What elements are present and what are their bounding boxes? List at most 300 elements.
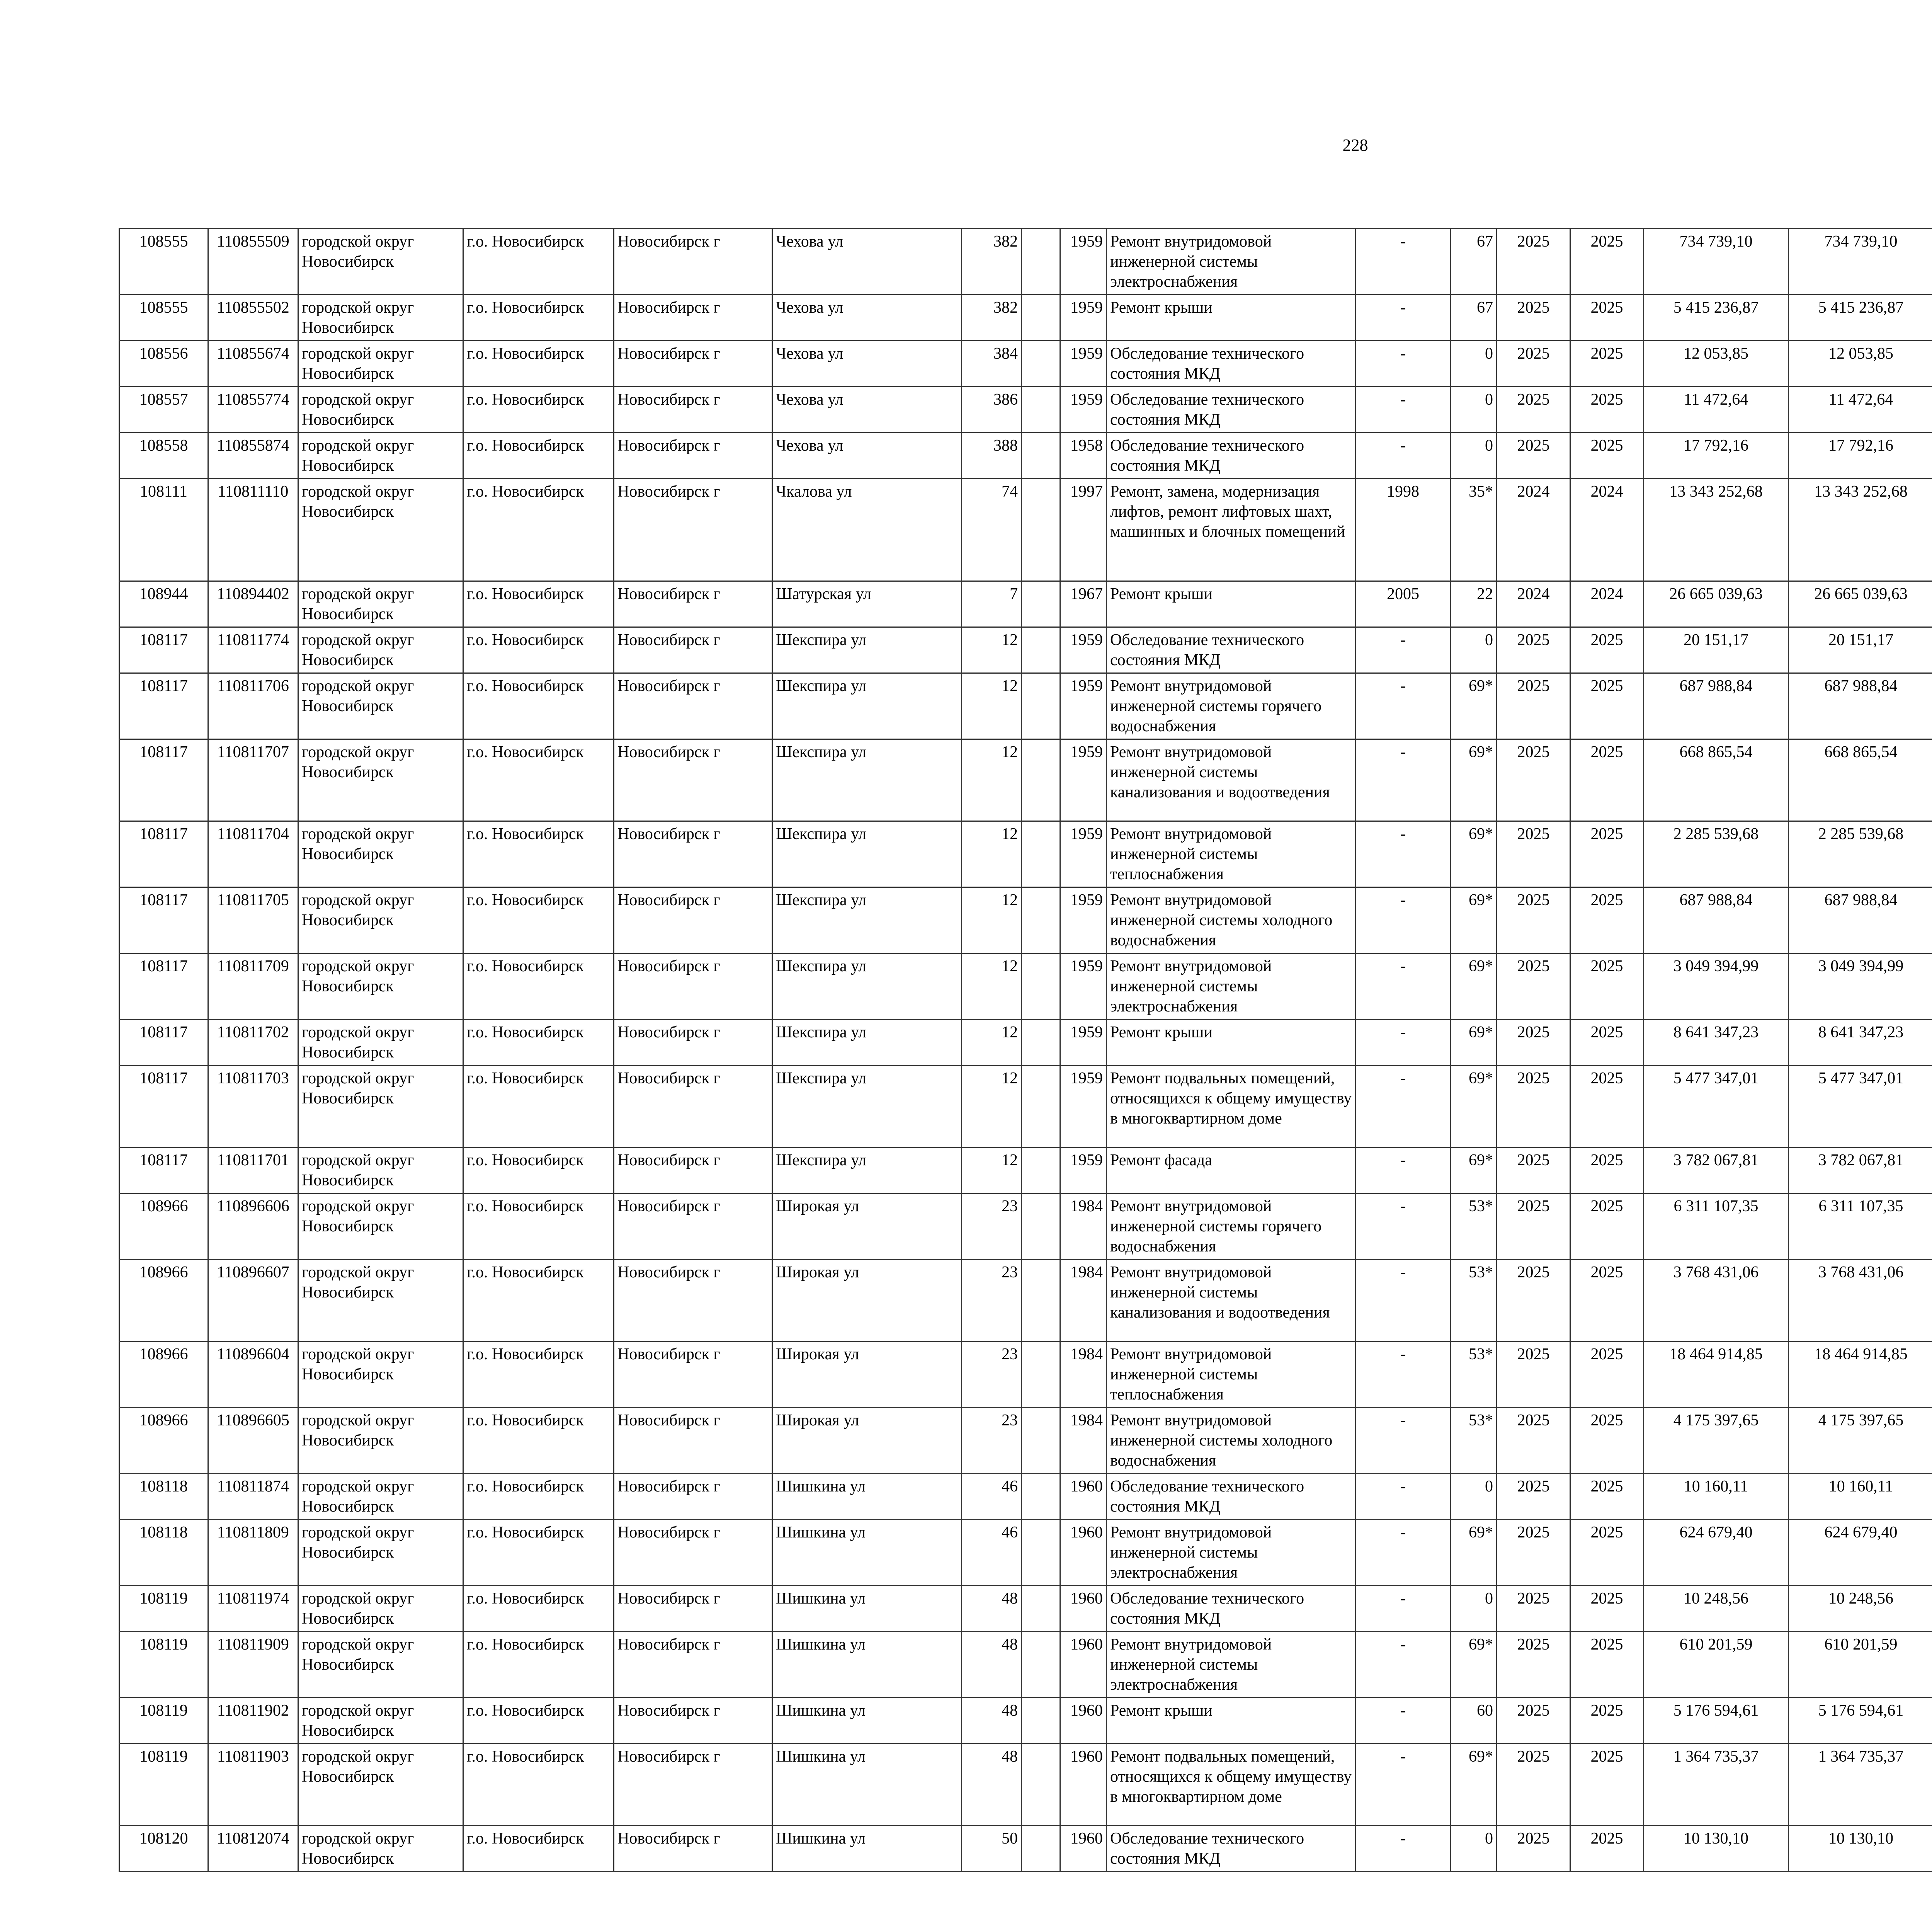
cell-fund-cost: 1 364 735,37 <box>1789 1744 1932 1826</box>
cell-building <box>1022 1474 1060 1520</box>
cell-municipality: городской округ Новосибирск <box>298 887 463 953</box>
cell-work-id: 110896606 <box>208 1193 298 1260</box>
cell-last-repair-year: 1998 <box>1356 479 1451 581</box>
cell-wear-percent: 67 <box>1451 229 1497 295</box>
cell-municipality: городской округ Новосибирск <box>298 479 463 581</box>
cell-building <box>1022 673 1060 739</box>
cell-work-type: Ремонт крыши <box>1107 1698 1356 1744</box>
cell-house-id: 108119 <box>119 1698 208 1744</box>
cell-plan-end-year: 2025 <box>1570 1698 1644 1744</box>
cell-plan-start-year: 2025 <box>1497 295 1570 341</box>
cell-municipal-district: г.о. Новосибирск <box>463 433 614 479</box>
cell-plan-start-year: 2025 <box>1497 1066 1570 1147</box>
cell-municipality: городской округ Новосибирск <box>298 1020 463 1066</box>
cell-work-id: 110811903 <box>208 1744 298 1826</box>
cell-plan-end-year: 2025 <box>1570 1744 1644 1826</box>
cell-settlement: Новосибирск г <box>614 341 772 387</box>
cell-house-id: 108966 <box>119 1260 208 1342</box>
cell-municipal-district: г.о. Новосибирск <box>463 1474 614 1520</box>
cell-street: Чехова ул <box>772 433 962 479</box>
cell-house-id: 108119 <box>119 1586 208 1632</box>
cell-fund-cost: 687 988,84 <box>1789 887 1932 953</box>
cell-last-repair-year: - <box>1356 1698 1451 1744</box>
cell-building <box>1022 821 1060 887</box>
cell-street: Шишкина ул <box>772 1744 962 1826</box>
cell-municipality: городской округ Новосибирск <box>298 1193 463 1260</box>
cell-work-type: Обследование технического состояния МКД <box>1107 627 1356 673</box>
cell-municipality: городской округ Новосибирск <box>298 387 463 433</box>
cell-plan-end-year: 2025 <box>1570 229 1644 295</box>
cell-total-cost: 6 311 107,35 <box>1644 1193 1789 1260</box>
cell-wear-percent: 0 <box>1451 433 1497 479</box>
cell-building <box>1022 953 1060 1020</box>
cell-year-built: 1959 <box>1060 1147 1107 1193</box>
cell-wear-percent: 0 <box>1451 1826 1497 1872</box>
cell-year-built: 1959 <box>1060 1066 1107 1147</box>
cell-plan-end-year: 2025 <box>1570 1474 1644 1520</box>
cell-plan-end-year: 2025 <box>1570 387 1644 433</box>
cell-plan-end-year: 2025 <box>1570 1147 1644 1193</box>
cell-total-cost: 5 477 347,01 <box>1644 1066 1789 1147</box>
cell-total-cost: 13 343 252,68 <box>1644 479 1789 581</box>
cell-wear-percent: 69* <box>1451 1147 1497 1193</box>
cell-plan-start-year: 2025 <box>1497 1744 1570 1826</box>
cell-plan-start-year: 2025 <box>1497 433 1570 479</box>
cell-fund-cost: 5 415 236,87 <box>1789 295 1932 341</box>
cell-house-id: 108117 <box>119 1020 208 1066</box>
cell-plan-start-year: 2025 <box>1497 1408 1570 1474</box>
cell-fund-cost: 18 464 914,85 <box>1789 1342 1932 1408</box>
cell-last-repair-year: - <box>1356 1744 1451 1826</box>
cell-house-id: 108117 <box>119 887 208 953</box>
cell-plan-end-year: 2025 <box>1570 627 1644 673</box>
cell-work-id: 110811703 <box>208 1066 298 1147</box>
cell-plan-start-year: 2025 <box>1497 1147 1570 1193</box>
cell-year-built: 1959 <box>1060 295 1107 341</box>
cell-street: Шекспира ул <box>772 673 962 739</box>
cell-house-number: 23 <box>962 1260 1022 1342</box>
cell-house-number: 12 <box>962 1020 1022 1066</box>
cell-municipality: городской округ Новосибирск <box>298 953 463 1020</box>
cell-street: Шекспира ул <box>772 1066 962 1147</box>
cell-last-repair-year: 2005 <box>1356 581 1451 627</box>
cell-plan-end-year: 2025 <box>1570 673 1644 739</box>
cell-total-cost: 18 464 914,85 <box>1644 1342 1789 1408</box>
cell-total-cost: 5 415 236,87 <box>1644 295 1789 341</box>
cell-fund-cost: 10 130,10 <box>1789 1826 1932 1872</box>
cell-building <box>1022 1342 1060 1408</box>
cell-total-cost: 610 201,59 <box>1644 1632 1789 1698</box>
cell-house-number: 12 <box>962 1066 1022 1147</box>
table-row <box>119 341 1932 387</box>
cell-work-id: 110811902 <box>208 1698 298 1744</box>
cell-last-repair-year: - <box>1356 1408 1451 1474</box>
cell-total-cost: 10 130,10 <box>1644 1826 1789 1872</box>
cell-house-number: 388 <box>962 433 1022 479</box>
cell-municipal-district: г.о. Новосибирск <box>463 1020 614 1066</box>
cell-wear-percent: 69* <box>1451 821 1497 887</box>
cell-plan-end-year: 2025 <box>1570 433 1644 479</box>
table-row <box>119 1342 1932 1408</box>
cell-building <box>1022 1066 1060 1147</box>
cell-building <box>1022 387 1060 433</box>
cell-house-number: 384 <box>962 341 1022 387</box>
cell-settlement: Новосибирск г <box>614 1632 772 1698</box>
cell-wear-percent: 69* <box>1451 1020 1497 1066</box>
cell-municipal-district: г.о. Новосибирск <box>463 387 614 433</box>
cell-street: Шекспира ул <box>772 821 962 887</box>
cell-municipality: городской округ Новосибирск <box>298 1342 463 1408</box>
cell-settlement: Новосибирск г <box>614 1342 772 1408</box>
cell-year-built: 1959 <box>1060 673 1107 739</box>
cell-total-cost: 10 160,11 <box>1644 1474 1789 1520</box>
cell-work-id: 110855774 <box>208 387 298 433</box>
cell-house-number: 48 <box>962 1744 1022 1826</box>
cell-work-id: 110811705 <box>208 887 298 953</box>
cell-municipality: городской округ Новосибирск <box>298 229 463 295</box>
table-row <box>119 479 1932 581</box>
cell-municipal-district: г.о. Новосибирск <box>463 627 614 673</box>
cell-work-type: Ремонт подвальных помещений, относящихся к общему имуществу в многоквартирном доме <box>1107 1066 1356 1147</box>
cell-house-id: 108117 <box>119 739 208 821</box>
table-row <box>119 1698 1932 1744</box>
cell-house-id: 108119 <box>119 1632 208 1698</box>
cell-settlement: Новосибирск г <box>614 1193 772 1260</box>
cell-settlement: Новосибирск г <box>614 1520 772 1586</box>
cell-work-id: 110855502 <box>208 295 298 341</box>
cell-last-repair-year: - <box>1356 1147 1451 1193</box>
cell-wear-percent: 67 <box>1451 295 1497 341</box>
cell-settlement: Новосибирск г <box>614 1260 772 1342</box>
cell-fund-cost: 10 248,56 <box>1789 1586 1932 1632</box>
cell-street: Чкалова ул <box>772 479 962 581</box>
cell-house-id: 108966 <box>119 1193 208 1260</box>
cell-house-id: 108966 <box>119 1408 208 1474</box>
cell-last-repair-year: - <box>1356 295 1451 341</box>
cell-house-number: 50 <box>962 1826 1022 1872</box>
cell-settlement: Новосибирск г <box>614 887 772 953</box>
cell-year-built: 1959 <box>1060 821 1107 887</box>
cell-street: Шекспира ул <box>772 627 962 673</box>
cell-street: Широкая ул <box>772 1342 962 1408</box>
cell-street: Шишкина ул <box>772 1826 962 1872</box>
cell-work-id: 110811701 <box>208 1147 298 1193</box>
table-row <box>119 1826 1932 1872</box>
cell-municipal-district: г.о. Новосибирск <box>463 821 614 887</box>
cell-year-built: 1960 <box>1060 1698 1107 1744</box>
cell-building <box>1022 295 1060 341</box>
cell-last-repair-year: - <box>1356 341 1451 387</box>
cell-work-id: 110811774 <box>208 627 298 673</box>
cell-last-repair-year: - <box>1356 887 1451 953</box>
cell-municipal-district: г.о. Новосибирск <box>463 1260 614 1342</box>
table-row <box>119 1260 1932 1342</box>
cell-municipality: городской округ Новосибирск <box>298 1147 463 1193</box>
cell-year-built: 1960 <box>1060 1632 1107 1698</box>
cell-house-id: 108117 <box>119 1147 208 1193</box>
cell-house-id: 108117 <box>119 953 208 1020</box>
cell-work-type: Обследование технического состояния МКД <box>1107 387 1356 433</box>
cell-plan-end-year: 2025 <box>1570 739 1644 821</box>
cell-building <box>1022 887 1060 953</box>
table-row <box>119 1408 1932 1474</box>
cell-municipal-district: г.о. Новосибирск <box>463 1193 614 1260</box>
cell-work-id: 110896607 <box>208 1260 298 1342</box>
cell-street: Шишкина ул <box>772 1520 962 1586</box>
cell-plan-start-year: 2025 <box>1497 341 1570 387</box>
cell-total-cost: 17 792,16 <box>1644 433 1789 479</box>
cell-municipal-district: г.о. Новосибирск <box>463 1744 614 1826</box>
cell-fund-cost: 3 049 394,99 <box>1789 953 1932 1020</box>
cell-fund-cost: 5 176 594,61 <box>1789 1698 1932 1744</box>
cell-wear-percent: 53* <box>1451 1193 1497 1260</box>
cell-plan-end-year: 2025 <box>1570 1020 1644 1066</box>
cell-house-id: 108117 <box>119 821 208 887</box>
cell-year-built: 1959 <box>1060 627 1107 673</box>
table-row <box>119 1632 1932 1698</box>
cell-fund-cost: 687 988,84 <box>1789 673 1932 739</box>
cell-house-number: 12 <box>962 627 1022 673</box>
cell-street: Чехова ул <box>772 229 962 295</box>
cell-street: Чехова ул <box>772 295 962 341</box>
cell-house-number: 23 <box>962 1408 1022 1474</box>
cell-municipality: городской округ Новосибирск <box>298 1474 463 1520</box>
cell-total-cost: 5 176 594,61 <box>1644 1698 1789 1744</box>
cell-municipal-district: г.о. Новосибирск <box>463 1520 614 1586</box>
cell-year-built: 1960 <box>1060 1474 1107 1520</box>
table-row <box>119 433 1932 479</box>
table-row <box>119 1193 1932 1260</box>
cell-house-id: 108944 <box>119 581 208 627</box>
cell-street: Шекспира ул <box>772 1020 962 1066</box>
cell-fund-cost: 3 782 067,81 <box>1789 1147 1932 1193</box>
cell-last-repair-year: - <box>1356 1020 1451 1066</box>
cell-house-id: 108555 <box>119 229 208 295</box>
cell-fund-cost: 13 343 252,68 <box>1789 479 1932 581</box>
cell-plan-end-year: 2025 <box>1570 1520 1644 1586</box>
cell-building <box>1022 1698 1060 1744</box>
cell-work-type: Ремонт внутридомовой инженерной системы горячего водоснабжения <box>1107 673 1356 739</box>
cell-year-built: 1997 <box>1060 479 1107 581</box>
cell-wear-percent: 69* <box>1451 1632 1497 1698</box>
cell-municipality: городской округ Новосибирск <box>298 1586 463 1632</box>
cell-plan-start-year: 2025 <box>1497 1260 1570 1342</box>
table-row <box>119 229 1932 295</box>
cell-wear-percent: 0 <box>1451 627 1497 673</box>
cell-wear-percent: 69* <box>1451 953 1497 1020</box>
cell-year-built: 1958 <box>1060 433 1107 479</box>
cell-house-id: 108111 <box>119 479 208 581</box>
cell-plan-end-year: 2025 <box>1570 1066 1644 1147</box>
cell-total-cost: 2 285 539,68 <box>1644 821 1789 887</box>
cell-plan-end-year: 2025 <box>1570 1632 1644 1698</box>
cell-settlement: Новосибирск г <box>614 387 772 433</box>
cell-street: Широкая ул <box>772 1408 962 1474</box>
cell-plan-end-year: 2024 <box>1570 479 1644 581</box>
cell-work-id: 110896605 <box>208 1408 298 1474</box>
cell-municipality: городской округ Новосибирск <box>298 673 463 739</box>
cell-work-type: Ремонт, замена, модернизация лифтов, ремонт лифтовых шахт, машинных и блочных помещений <box>1107 479 1356 581</box>
cell-year-built: 1959 <box>1060 387 1107 433</box>
cell-plan-end-year: 2025 <box>1570 1408 1644 1474</box>
cell-settlement: Новосибирск г <box>614 1474 772 1520</box>
cell-settlement: Новосибирск г <box>614 1020 772 1066</box>
cell-settlement: Новосибирск г <box>614 739 772 821</box>
cell-street: Широкая ул <box>772 1193 962 1260</box>
cell-house-number: 23 <box>962 1342 1022 1408</box>
cell-plan-start-year: 2025 <box>1497 387 1570 433</box>
cell-municipal-district: г.о. Новосибирск <box>463 295 614 341</box>
cell-municipal-district: г.о. Новосибирск <box>463 673 614 739</box>
cell-municipality: городской округ Новосибирск <box>298 341 463 387</box>
cell-plan-start-year: 2025 <box>1497 1193 1570 1260</box>
cell-street: Шекспира ул <box>772 887 962 953</box>
cell-municipal-district: г.о. Новосибирск <box>463 887 614 953</box>
cell-plan-end-year: 2025 <box>1570 1260 1644 1342</box>
cell-fund-cost: 26 665 039,63 <box>1789 581 1932 627</box>
cell-work-id: 110811110 <box>208 479 298 581</box>
cell-house-id: 108120 <box>119 1826 208 1872</box>
cell-work-type: Ремонт внутридомовой инженерной системы горячего водоснабжения <box>1107 1193 1356 1260</box>
cell-street: Широкая ул <box>772 1260 962 1342</box>
cell-work-id: 110811709 <box>208 953 298 1020</box>
cell-work-id: 110811909 <box>208 1632 298 1698</box>
cell-total-cost: 11 472,64 <box>1644 387 1789 433</box>
cell-municipality: городской округ Новосибирск <box>298 1066 463 1147</box>
cell-total-cost: 20 151,17 <box>1644 627 1789 673</box>
cell-total-cost: 26 665 039,63 <box>1644 581 1789 627</box>
cell-street: Чехова ул <box>772 387 962 433</box>
cell-total-cost: 1 364 735,37 <box>1644 1744 1789 1826</box>
cell-work-id: 110811809 <box>208 1520 298 1586</box>
cell-municipality: городской округ Новосибирск <box>298 433 463 479</box>
cell-plan-start-year: 2024 <box>1497 581 1570 627</box>
cell-settlement: Новосибирск г <box>614 581 772 627</box>
cell-work-id: 110811707 <box>208 739 298 821</box>
cell-year-built: 1984 <box>1060 1342 1107 1408</box>
cell-fund-cost: 11 472,64 <box>1789 387 1932 433</box>
cell-settlement: Новосибирск г <box>614 673 772 739</box>
cell-work-type: Ремонт внутридомовой инженерной системы холодного водоснабжения <box>1107 1408 1356 1474</box>
cell-municipality: городской округ Новосибирск <box>298 295 463 341</box>
cell-municipal-district: г.о. Новосибирск <box>463 953 614 1020</box>
cell-street: Шекспира ул <box>772 739 962 821</box>
cell-work-id: 110896604 <box>208 1342 298 1408</box>
cell-building <box>1022 1193 1060 1260</box>
cell-plan-end-year: 2025 <box>1570 341 1644 387</box>
cell-plan-end-year: 2025 <box>1570 1193 1644 1260</box>
cell-plan-start-year: 2025 <box>1497 1698 1570 1744</box>
cell-plan-start-year: 2025 <box>1497 1520 1570 1586</box>
table-row <box>119 1066 1932 1147</box>
cell-year-built: 1959 <box>1060 229 1107 295</box>
cell-building <box>1022 739 1060 821</box>
cell-settlement: Новосибирск г <box>614 1408 772 1474</box>
cell-settlement: Новосибирск г <box>614 953 772 1020</box>
cell-house-number: 7 <box>962 581 1022 627</box>
cell-last-repair-year: - <box>1356 387 1451 433</box>
cell-building <box>1022 1408 1060 1474</box>
cell-work-type: Ремонт внутридомовой инженерной системы электроснабжения <box>1107 1520 1356 1586</box>
cell-wear-percent: 53* <box>1451 1260 1497 1342</box>
cell-year-built: 1960 <box>1060 1826 1107 1872</box>
cell-total-cost: 3 049 394,99 <box>1644 953 1789 1020</box>
cell-house-number: 12 <box>962 1147 1022 1193</box>
cell-municipality: городской округ Новосибирск <box>298 581 463 627</box>
cell-fund-cost: 3 768 431,06 <box>1789 1260 1932 1342</box>
cell-house-number: 382 <box>962 295 1022 341</box>
cell-municipality: городской округ Новосибирск <box>298 1632 463 1698</box>
cell-last-repair-year: - <box>1356 953 1451 1020</box>
cell-work-type: Обследование технического состояния МКД <box>1107 1826 1356 1872</box>
cell-municipality: городской округ Новосибирск <box>298 821 463 887</box>
cell-work-type: Обследование технического состояния МКД <box>1107 341 1356 387</box>
cell-year-built: 1984 <box>1060 1193 1107 1260</box>
cell-last-repair-year: - <box>1356 229 1451 295</box>
cell-municipal-district: г.о. Новосибирск <box>463 581 614 627</box>
cell-house-id: 108117 <box>119 1066 208 1147</box>
cell-plan-start-year: 2025 <box>1497 1826 1570 1872</box>
cell-last-repair-year: - <box>1356 1826 1451 1872</box>
cell-plan-end-year: 2025 <box>1570 953 1644 1020</box>
cell-total-cost: 668 865,54 <box>1644 739 1789 821</box>
cell-work-type: Обследование технического состояния МКД <box>1107 1474 1356 1520</box>
cell-house-id: 108117 <box>119 673 208 739</box>
cell-street: Шишкина ул <box>772 1632 962 1698</box>
cell-work-id: 110811974 <box>208 1586 298 1632</box>
cell-building <box>1022 341 1060 387</box>
table-row <box>119 1147 1932 1193</box>
cell-wear-percent: 0 <box>1451 1586 1497 1632</box>
table-row <box>119 739 1932 821</box>
cell-fund-cost: 20 151,17 <box>1789 627 1932 673</box>
cell-last-repair-year: - <box>1356 1066 1451 1147</box>
cell-wear-percent: 0 <box>1451 341 1497 387</box>
table-row <box>119 387 1932 433</box>
cell-work-id: 110855674 <box>208 341 298 387</box>
cell-plan-end-year: 2025 <box>1570 821 1644 887</box>
cell-total-cost: 687 988,84 <box>1644 673 1789 739</box>
cell-municipal-district: г.о. Новосибирск <box>463 229 614 295</box>
cell-work-type: Ремонт внутридомовой инженерной системы канализования и водоотведения <box>1107 1260 1356 1342</box>
cell-plan-start-year: 2025 <box>1497 673 1570 739</box>
cell-settlement: Новосибирск г <box>614 295 772 341</box>
cell-plan-end-year: 2025 <box>1570 1826 1644 1872</box>
cell-year-built: 1960 <box>1060 1520 1107 1586</box>
cell-building <box>1022 1586 1060 1632</box>
cell-last-repair-year: - <box>1356 1474 1451 1520</box>
cell-year-built: 1959 <box>1060 1020 1107 1066</box>
cell-work-type: Ремонт внутридомовой инженерной системы электроснабжения <box>1107 229 1356 295</box>
cell-settlement: Новосибирск г <box>614 1744 772 1826</box>
cell-street: Шатурская ул <box>772 581 962 627</box>
cell-fund-cost: 668 865,54 <box>1789 739 1932 821</box>
cell-work-type: Ремонт внутридомовой инженерной системы канализования и водоотведения <box>1107 739 1356 821</box>
cell-fund-cost: 2 285 539,68 <box>1789 821 1932 887</box>
cell-fund-cost: 17 792,16 <box>1789 433 1932 479</box>
cell-wear-percent: 69* <box>1451 1520 1497 1586</box>
cell-plan-start-year: 2025 <box>1497 821 1570 887</box>
cell-work-id: 110811874 <box>208 1474 298 1520</box>
cell-house-number: 74 <box>962 479 1022 581</box>
cell-total-cost: 10 248,56 <box>1644 1586 1789 1632</box>
cell-total-cost: 12 053,85 <box>1644 341 1789 387</box>
cell-municipal-district: г.о. Новосибирск <box>463 739 614 821</box>
cell-year-built: 1959 <box>1060 739 1107 821</box>
cell-work-id: 110811702 <box>208 1020 298 1066</box>
cell-work-type: Ремонт крыши <box>1107 1020 1356 1066</box>
cell-building <box>1022 1632 1060 1698</box>
